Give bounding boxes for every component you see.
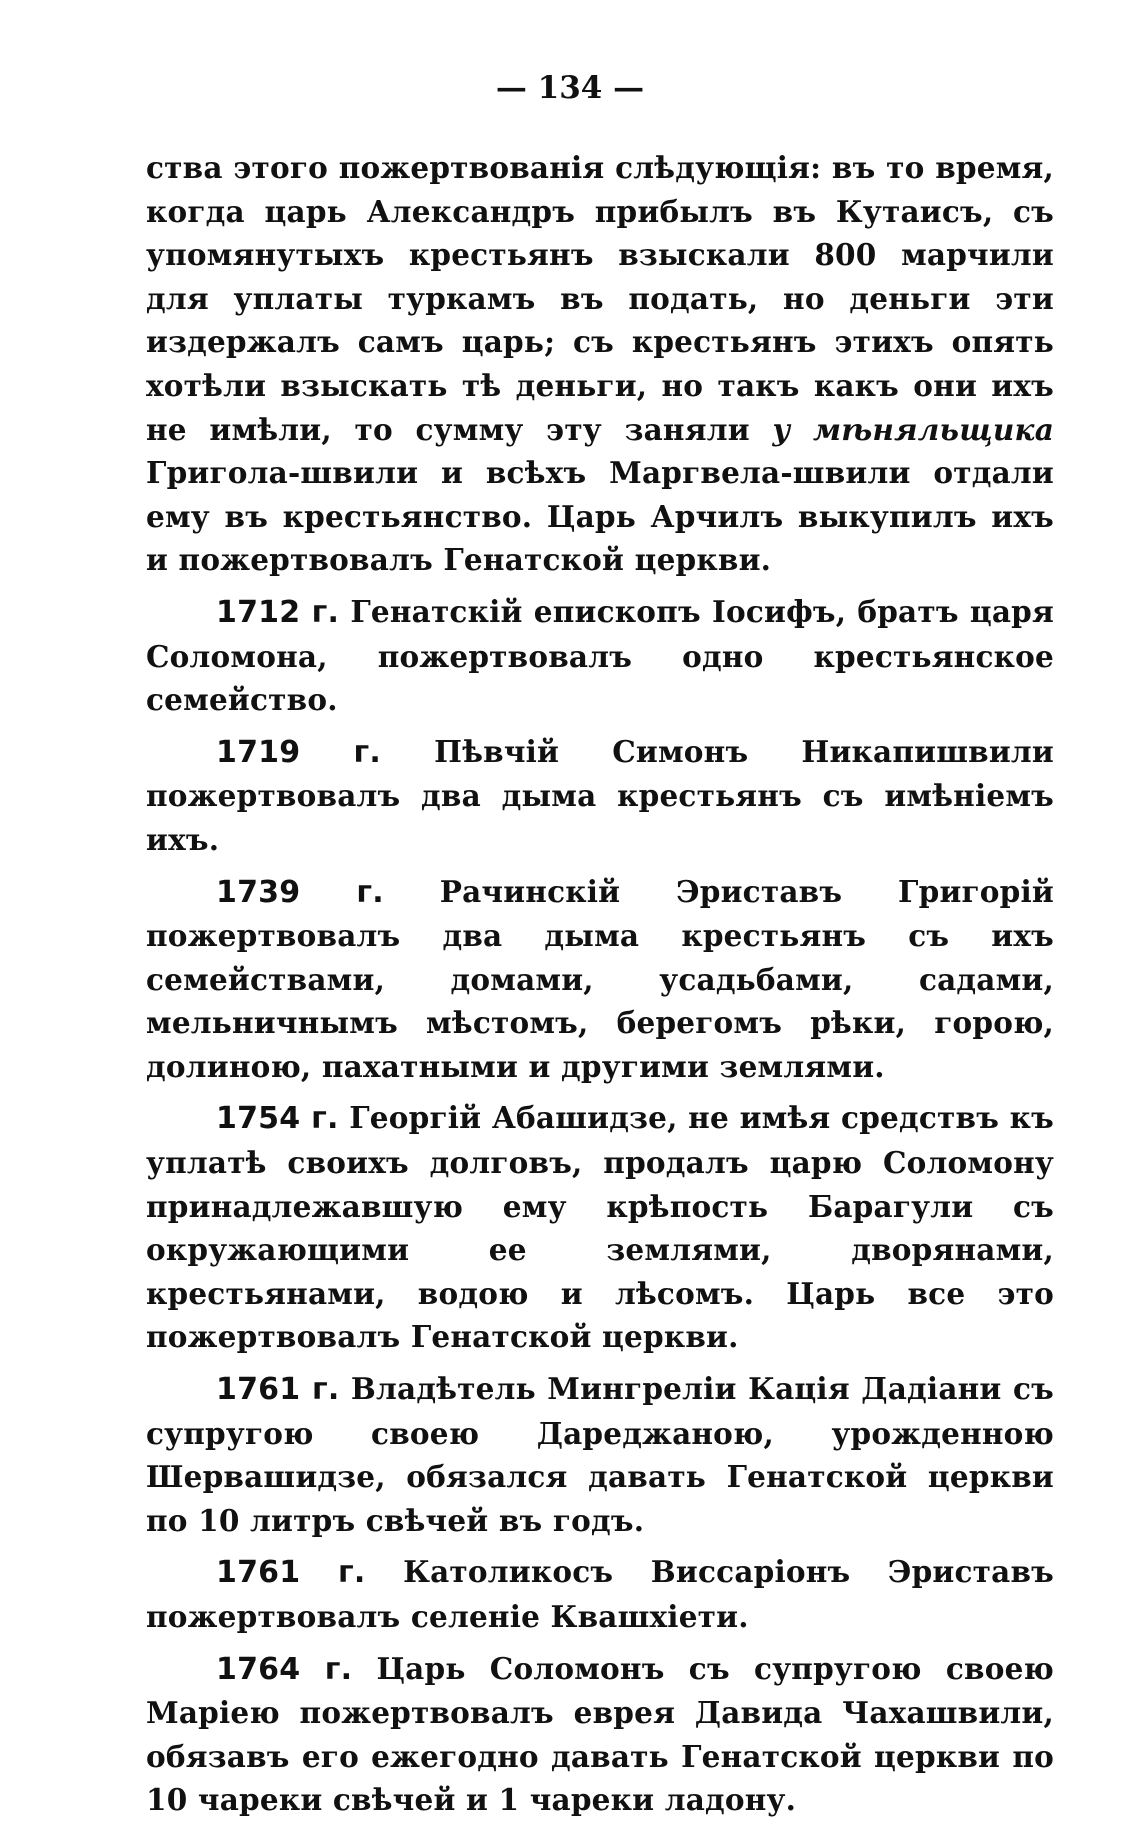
entry-year: 1764 г. xyxy=(216,1651,353,1687)
entry-1719 xyxy=(146,730,1054,862)
entry-1754 xyxy=(146,1096,1054,1359)
entry-text: Георгій Абашидзе, не имѣя средствъ къ уплатѣ своихъ долговъ, продалъ царю Соломону принадлежавшую ему крѣпость Барагули съ окружающими ее землями, дворянами, крестьянами, водою и лѣсомъ. Царь все это пожертвовалъ Генатской церкви. xyxy=(146,1100,1054,1355)
entry-year: 1754 г. xyxy=(216,1101,339,1137)
entry-year: 1761 г. xyxy=(216,1372,340,1408)
entry-1712 xyxy=(146,590,1054,722)
italic-phrase: у мѣняльщика xyxy=(772,411,1055,447)
entry-text: Рачинскій Эриставъ Григорій пожертвовалъ два дыма крестьянъ съ ихъ семействами, домами, усадьбами, садами, мельничнымъ мѣстомъ, берегомъ рѣки, горою, долиною, пахатными и другими землями. xyxy=(146,873,1054,1084)
entry-year: 1761 г. xyxy=(216,1555,366,1591)
entry-text: Царь Соломонъ съ супругою своею Маріею пожертвовалъ еврея Давида Чахашвили, обязавъ его ежегодно давать Генатской церкви по 10 чареки свѣчей и 1 чареки ладону. xyxy=(146,1650,1054,1818)
page-number: — 134 — xyxy=(495,70,645,106)
entry-year: 1719 г. xyxy=(216,734,382,770)
paragraph-text: Григола-швили и всѣхъ Маргвела-швили отдали ему въ крестьянство. Царь Арчилъ выкупилъ ихъ и пожертвовалъ Генатской церкви. xyxy=(146,455,1054,578)
entry-1761-a xyxy=(146,1367,1054,1542)
entry-year: 1739 г. xyxy=(216,874,384,910)
entry-year: 1712 г. xyxy=(216,594,340,630)
paragraph-continuation xyxy=(146,146,1054,582)
entry-text: Пѣвчій Симонъ Никапишвили пожертвовалъ два дыма крестьянъ съ имѣніемъ ихъ. xyxy=(146,733,1054,857)
paragraph-text: ства этого пожертвованія слѣдующія: въ то время, когда царь Александръ прибылъ въ Кутаисъ, съ упомянутыхъ крестьянъ взыскали 800 марчили для уплаты туркамъ въ подать, но деньги эти издержалъ самъ царь; съ крестьянъ этихъ опять хотѣли взыскать тѣ деньги, но такъ какъ они ихъ не имѣли, то сумму эту заняли xyxy=(146,150,1054,447)
page-body xyxy=(146,146,1054,1830)
entry-1739 xyxy=(146,870,1054,1089)
entry-1764 xyxy=(146,1647,1054,1822)
entry-1761-b xyxy=(146,1550,1054,1638)
entry-text: Владѣтель Мингреліи Кація Дадіани съ супругою своею Дареджаною, урожденною Шервашидзе, обязался давать Генатской церкви по 10 литръ свѣчей въ годъ. xyxy=(146,1371,1054,1538)
entry-text: Генатскій епископъ Іосифъ, братъ царя Соломона, пожертвовалъ одно крестьянское семейство. xyxy=(146,593,1054,718)
entry-text: Католикосъ Виссаріонъ Эриставъ пожертвовалъ селеніе Квашхіети. xyxy=(146,1554,1054,1634)
